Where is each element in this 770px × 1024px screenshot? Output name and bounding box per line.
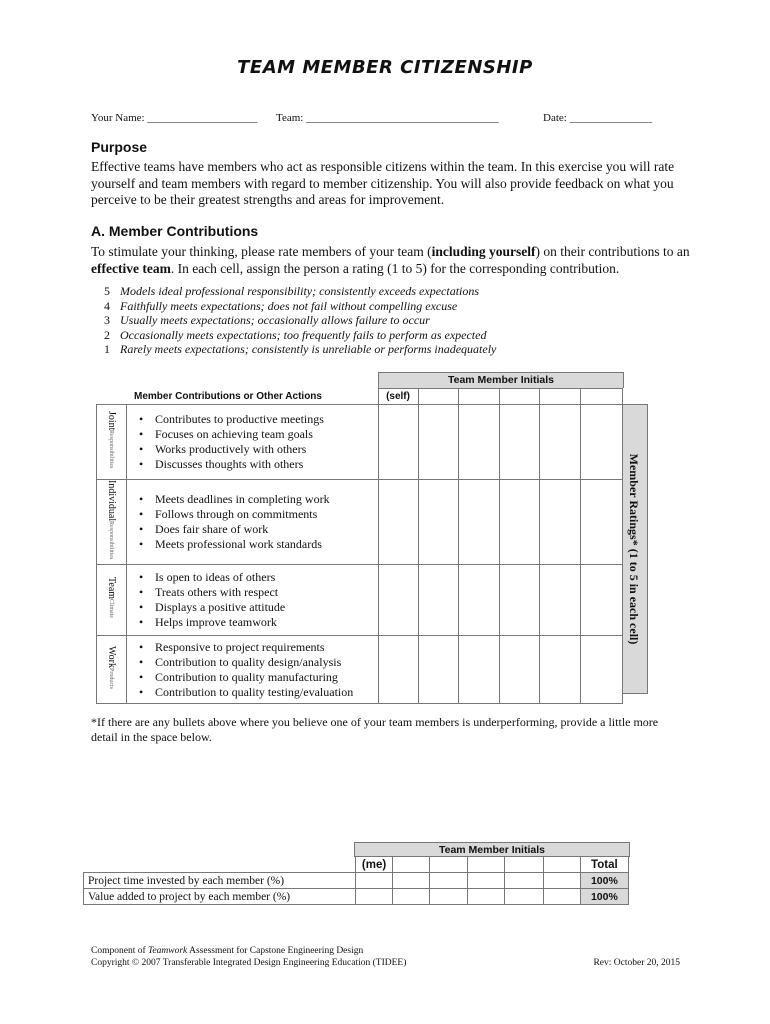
category-cell: WorkProducts [97, 636, 127, 704]
page-title: TEAM MEMBER CITIZENSHIP [237, 57, 533, 78]
total-cell: 100% [580, 889, 628, 905]
name-blank: ____________________ [147, 112, 258, 124]
table-row [97, 480, 623, 565]
rating-cell[interactable] [418, 636, 459, 704]
member-ratings-sidebar [622, 404, 648, 694]
effort-row-label: Project time invested by each member (%) [84, 873, 356, 889]
rating-cell[interactable] [418, 565, 459, 636]
rating-cell[interactable] [581, 636, 623, 704]
effort-cell[interactable] [355, 889, 392, 905]
effort-cell[interactable] [355, 873, 392, 889]
rating-cell[interactable] [378, 565, 418, 636]
effort-cell[interactable] [505, 889, 543, 905]
team-blank: ___________________________________ [306, 112, 499, 124]
initials-cell[interactable] [500, 389, 540, 405]
rating-cell[interactable] [500, 565, 540, 636]
footer-line-1: Component of Teamwork Assessment for Capstone Engineering Design [91, 946, 364, 956]
table-row [97, 636, 623, 704]
effort-row-label: Value added to project by each member (%) [84, 889, 356, 905]
rating-scale [72, 284, 496, 357]
team-initials-header: Team Member Initials [378, 372, 624, 388]
table-row [84, 889, 629, 905]
ratings-table [96, 388, 623, 704]
initials-cell[interactable] [459, 389, 500, 405]
category-cell: JointResponsibilities [97, 405, 127, 480]
effort-cell[interactable] [505, 873, 543, 889]
section-a-intro: To stimulate your thinking, please rate members of your team (including yourself) on their contributions to an effective team. In each cell, assign the person a rating (1 to 5) for the corresponding contribution. [91, 244, 690, 276]
total-column-header: Total [580, 857, 628, 873]
initials-cell[interactable] [581, 389, 623, 405]
member-ratings-label: Member Ratings* (1 to 5 in each cell) [627, 453, 641, 645]
rating-cell[interactable] [459, 480, 500, 565]
team-field[interactable] [276, 112, 499, 124]
table-row [97, 405, 623, 480]
effort-initials-header: Team Member Initials [354, 842, 630, 857]
rating-cell[interactable] [459, 636, 500, 704]
initials-cell[interactable] [468, 857, 505, 873]
contribution-list: • Meets deadlines in completing work • Follows through on commitments • Does fair share of work • Meets professional work standards [127, 492, 378, 552]
rating-cell[interactable] [378, 636, 418, 704]
rating-cell[interactable] [459, 565, 500, 636]
scale-item: 3 Usually meets expectations; occasionally allows failure to occur [104, 313, 430, 328]
rating-cell[interactable] [581, 565, 623, 636]
underperforming-note: *If there are any bullets above where you believe one of your team members is underperforming, provide a little more detail in the space below. [91, 715, 659, 744]
initials-cell[interactable] [418, 389, 459, 405]
me-column-header: (me) [355, 857, 392, 873]
rating-cell[interactable] [500, 480, 540, 565]
rating-cell[interactable] [581, 405, 623, 480]
date-label: Date: [543, 112, 567, 124]
rating-cell[interactable] [378, 480, 418, 565]
effort-cell[interactable] [543, 889, 580, 905]
table-row [97, 565, 623, 636]
rating-cell[interactable] [459, 405, 500, 480]
footer-text [91, 945, 406, 969]
team-label: Team: [276, 112, 304, 124]
rating-cell[interactable] [418, 480, 459, 565]
contributions-column-label: Member Contributions or Other Actions [134, 391, 322, 402]
category-cell: IndividualResponsibilities [97, 480, 127, 565]
contribution-list: • Responsive to project requirements • Contribution to quality design/analysis • Contribution to quality manufacturing • Contribution to quality testing/evaluation [127, 640, 378, 700]
effort-cell[interactable] [468, 873, 505, 889]
effort-cell[interactable] [393, 873, 430, 889]
scale-item: 4 Faithfully meets expectations; does not fail without compelling excuse [104, 298, 458, 313]
scale-item: 1 Rarely meets expectations; consistently is unreliable or performs inadequately [104, 342, 497, 357]
rating-cell[interactable] [540, 480, 581, 565]
date-blank: _______________ [569, 112, 653, 124]
rating-cell[interactable] [378, 405, 418, 480]
name-field[interactable] [91, 112, 257, 124]
contribution-list: • Is open to ideas of others • Treats others with respect • Displays a positive attitude • Helps improve teamwork [127, 570, 378, 630]
effort-cell[interactable] [393, 889, 430, 905]
scale-item: 2 Occasionally meets expectations; too frequently fails to perform as expected [104, 327, 487, 342]
initials-cell[interactable] [543, 857, 580, 873]
effort-cell[interactable] [430, 873, 468, 889]
rating-cell[interactable] [500, 405, 540, 480]
scale-item: 5 Models ideal professional responsibility; consistently exceeds expectations [104, 284, 480, 298]
rating-cell[interactable] [418, 405, 459, 480]
rating-cell[interactable] [500, 636, 540, 704]
revision-date: Rev: October 20, 2015 [593, 958, 680, 968]
effort-cell[interactable] [543, 873, 580, 889]
effort-table [83, 856, 629, 905]
section-a-heading: A. Member Contributions [91, 223, 259, 239]
initials-cell[interactable] [393, 857, 430, 873]
rating-cell[interactable] [540, 636, 581, 704]
total-cell: 100% [580, 873, 628, 889]
initials-cell[interactable] [505, 857, 543, 873]
initials-cell[interactable] [540, 389, 581, 405]
effort-cell[interactable] [468, 889, 505, 905]
footer-line-2: Copyright © 2007 Transferable Integrated Design Engineering Education (TIDEE) [91, 958, 407, 968]
purpose-heading: Purpose [91, 139, 148, 155]
rating-cell[interactable] [540, 405, 581, 480]
rating-cell[interactable] [540, 565, 581, 636]
contribution-list: • Contributes to productive meetings • Focuses on achieving team goals • Works productively with others • Discusses thoughts with others [127, 412, 378, 472]
rating-cell[interactable] [581, 480, 623, 565]
name-label: Your Name: [91, 112, 145, 124]
category-cell: TeamClimate [97, 565, 127, 636]
table-row [84, 873, 629, 889]
date-field[interactable] [543, 112, 652, 124]
self-column-header: (self) [378, 389, 418, 405]
feedback-space[interactable] [91, 752, 671, 832]
purpose-text: Effective teams have members who act as responsible citizens within the team. In this exercise you will rate yourself and team members with regard to member citizenship. You will also provide feedback on what you perceive to be their greatest strengths and areas for improvement. [91, 159, 675, 207]
initials-cell[interactable] [430, 857, 468, 873]
effort-cell[interactable] [430, 889, 468, 905]
